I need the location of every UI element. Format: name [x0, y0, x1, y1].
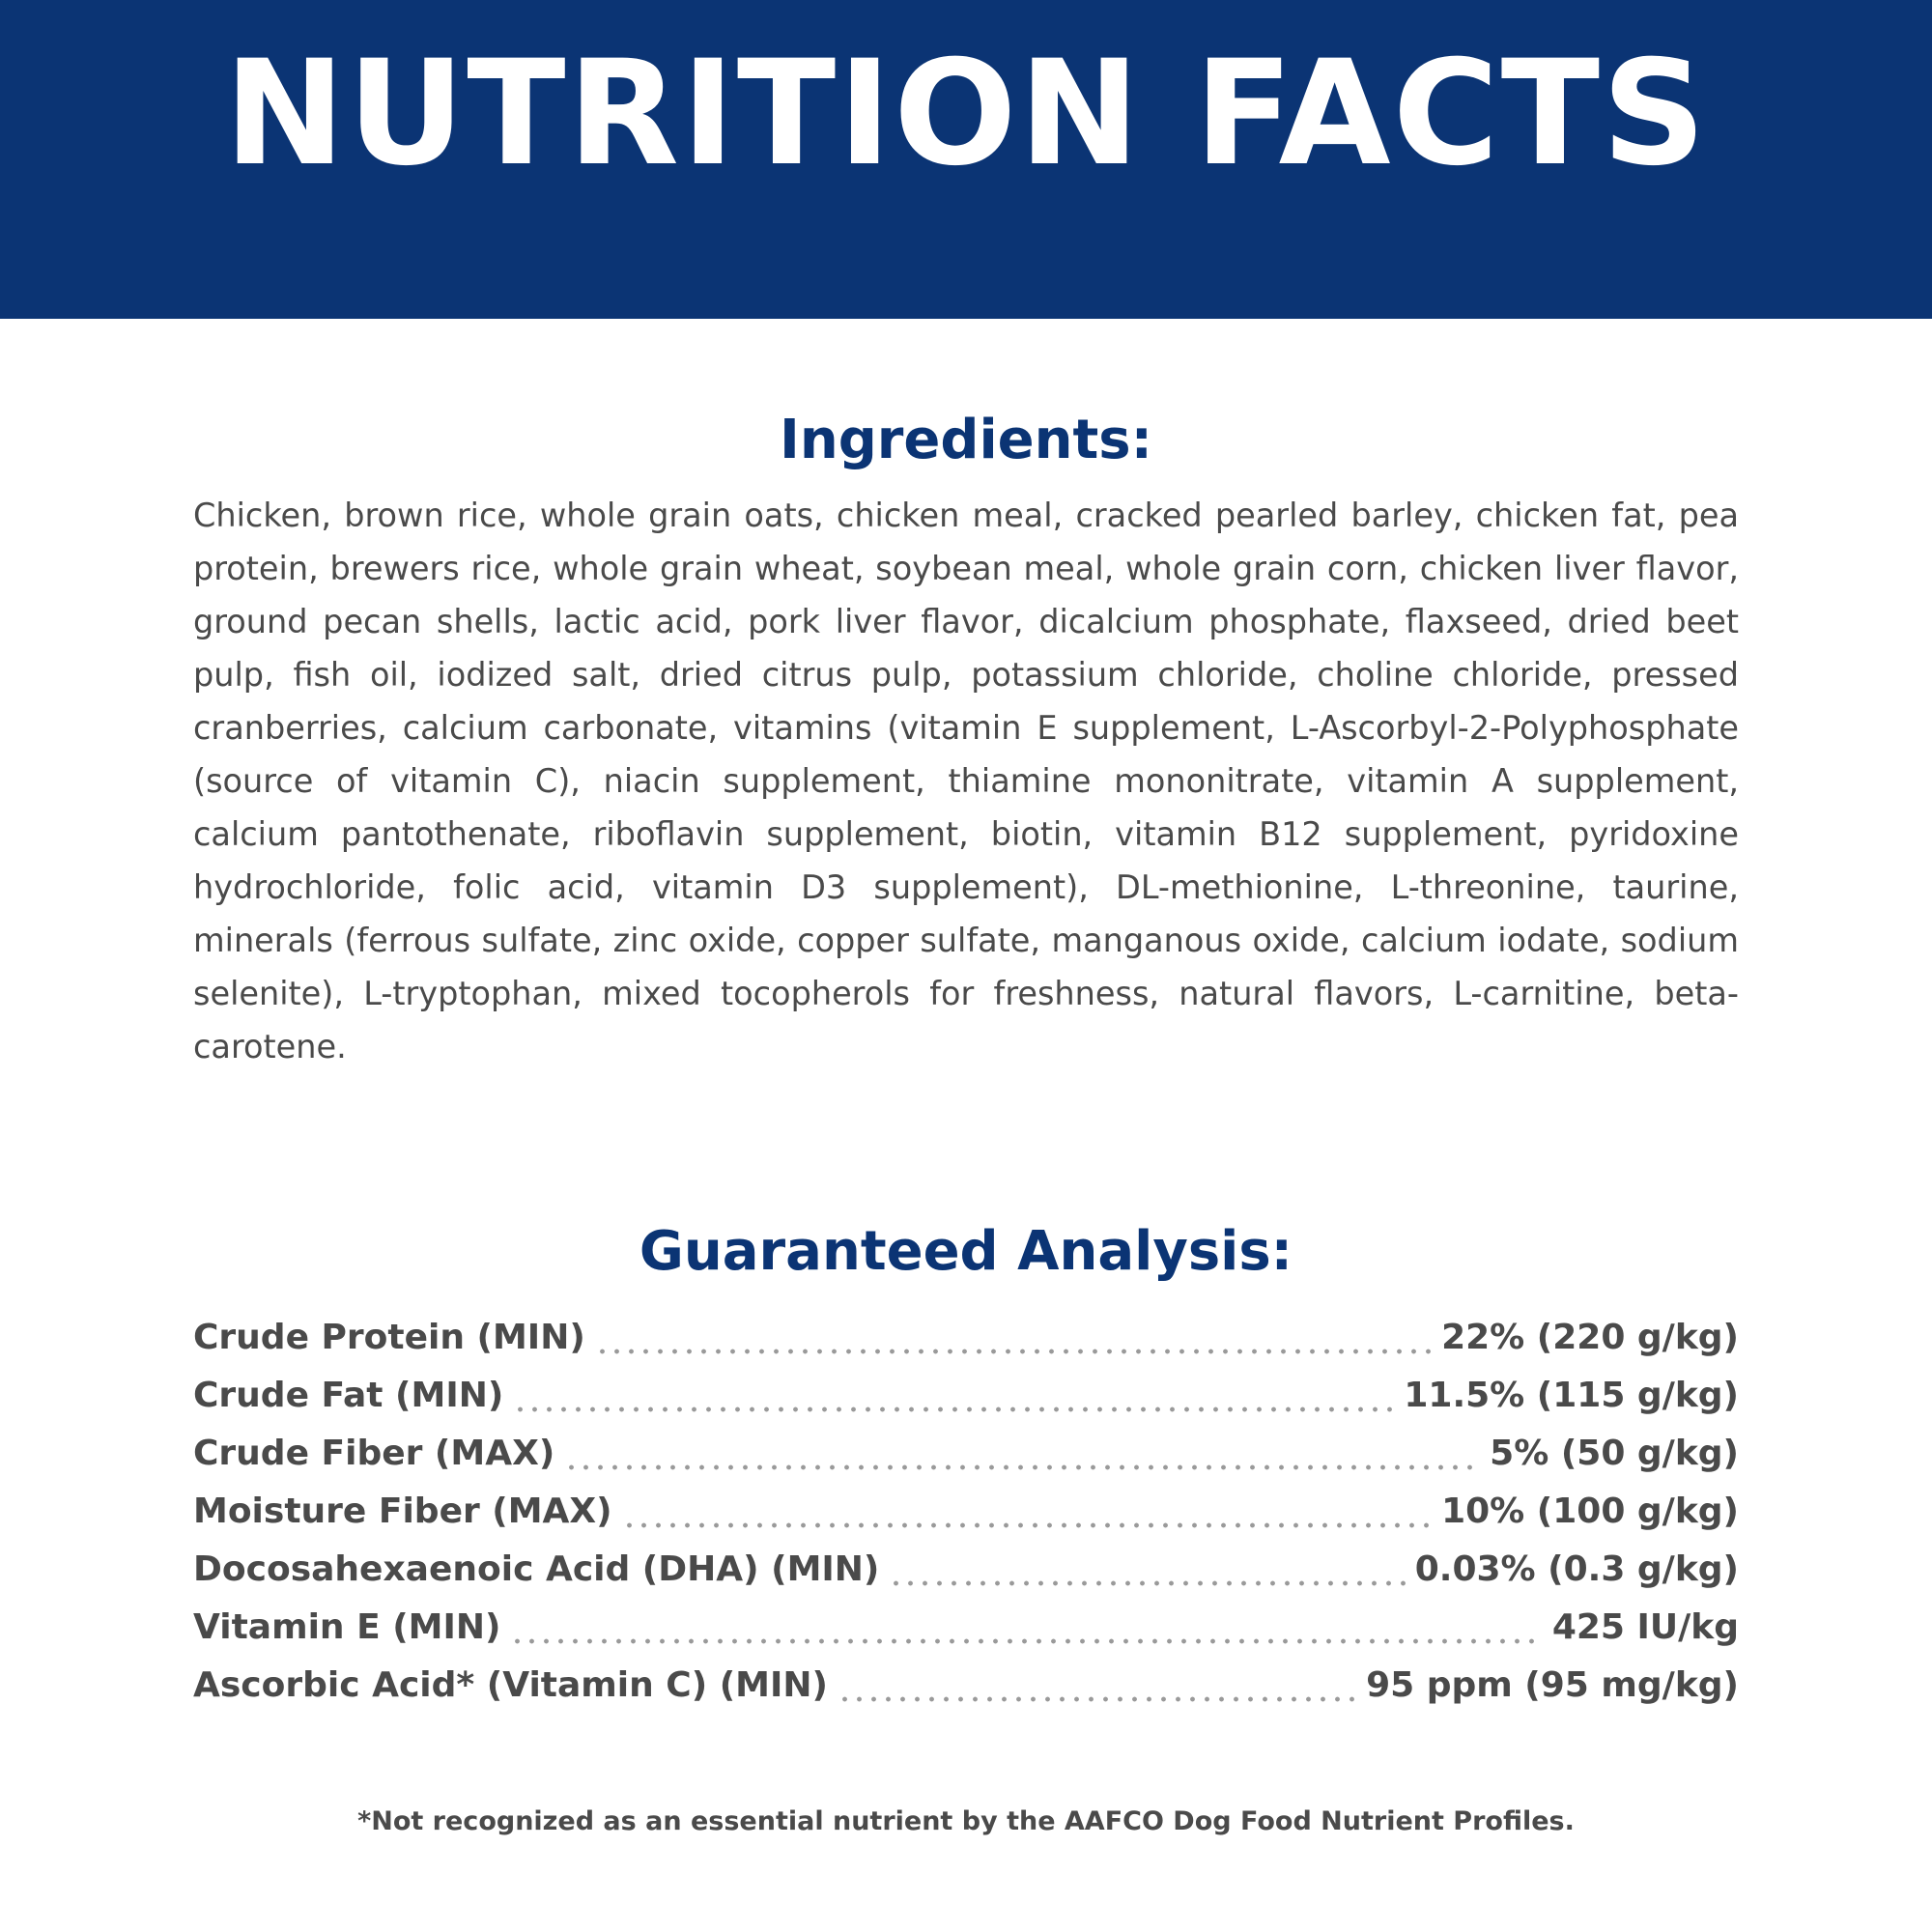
analysis-row-vitamin-e: [193, 1599, 1739, 1657]
analysis-row-ascorbic-acid: [193, 1657, 1739, 1715]
nutrient-label: Vitamin E (MIN): [193, 1607, 501, 1647]
nutrient-label: Crude Fiber (MAX): [193, 1434, 555, 1473]
analysis-row-crude-protein: [193, 1309, 1739, 1367]
nutrient-value: 22% (220 g/kg): [1441, 1318, 1739, 1357]
nutrient-value: 5% (50 g/kg): [1490, 1434, 1739, 1473]
analysis-row-dha: [193, 1541, 1739, 1599]
dot-leader: [622, 1522, 1432, 1528]
dot-leader: [564, 1464, 1480, 1470]
dot-leader: [838, 1696, 1356, 1702]
nutrient-value: 11.5% (115 g/kg): [1404, 1376, 1739, 1415]
header-banner: [0, 0, 1932, 319]
nutrient-value: 0.03% (0.3 g/kg): [1414, 1549, 1739, 1589]
nutrient-label: Docosahexaenoic Acid (DHA) (MIN): [193, 1549, 880, 1589]
nutrient-label: Ascorbic Acid* (Vitamin C) (MIN): [193, 1665, 828, 1705]
dot-leader: [513, 1406, 1394, 1412]
nutrient-label: Moisture Fiber (MAX): [193, 1492, 612, 1531]
dot-leader: [510, 1638, 1542, 1644]
nutrient-label: Crude Protein (MIN): [193, 1318, 585, 1357]
ingredients-heading: Ingredients:: [779, 409, 1152, 471]
analysis-row-moisture: [193, 1483, 1739, 1541]
guaranteed-analysis-table: [193, 1309, 1739, 1715]
ingredients-list: Chicken, brown rice, whole grain oats, chicken meal, cracked pearled barley, chicken fat, pea protein, brewers rice, whole grain wheat, soybean meal, whole grain corn, chicken liver flavor, ground pecan shells, lactic acid, pork liver flavor, dicalcium phosphate, flaxseed, dried beet pulp, fish oil, iodized salt, dried citrus pulp, potassium chloride, choline chloride, pressed cranberries, calcium carbonate, vitamins (vitamin E supplement, L-Ascorbyl-2-Polyphosphate (source of vitamin C), niacin supplement, thiamine mononitrate, vitamin A supplement, calcium pantothenate, riboflavin supplement, biotin, vitamin B12 supplement, pyridoxine hydrochloride, folic acid, vitamin D3 supplement), DL-methionine, L-threonine, taurine, minerals (ferrous sulfate, zinc oxide, copper sulfate, manganous oxide, calcium iodate, sodium selenite), L-tryptophan, mixed tocopherols for freshness, natural flavors, L-carnitine, beta-carotene.: [193, 497, 1739, 1065]
guaranteed-analysis-heading: Guaranteed Analysis:: [639, 1220, 1293, 1283]
analysis-row-crude-fat: [193, 1367, 1739, 1425]
dot-leader: [889, 1580, 1405, 1586]
nutrient-value: 10% (100 g/kg): [1441, 1492, 1739, 1531]
footnote: *Not recognized as an essential nutrient by the AAFCO Dog Food Nutrient Profiles.: [357, 1806, 1575, 1836]
analysis-row-crude-fiber: [193, 1425, 1739, 1483]
page-title: NUTRITION FACTS: [223, 29, 1709, 198]
nutrient-label: Crude Fat (MIN): [193, 1376, 504, 1415]
nutrient-value: 425 IU/kg: [1551, 1607, 1739, 1647]
nutrient-value: 95 ppm (95 mg/kg): [1366, 1665, 1739, 1705]
dot-leader: [595, 1349, 1432, 1354]
